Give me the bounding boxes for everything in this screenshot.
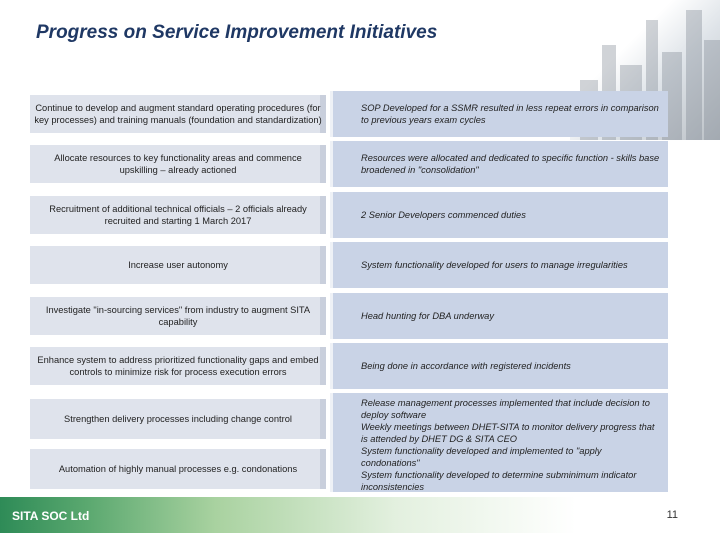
initiative-text: Automation of highly manual processes e.g. condonations — [58, 464, 298, 474]
progress-cell — [330, 141, 668, 187]
initiative-cell — [30, 399, 326, 439]
initiative-text: Recruitment of additional technical officials – 2 officials already recruited and starting 1 March 2017 — [49, 204, 307, 226]
initiative-text: Continue to develop and augment standard operating procedures (for key processes) and training manuals (foundation and standardization) — [34, 103, 322, 125]
initiative-text: Strengthen delivery processes including change control — [64, 414, 292, 424]
progress-cell — [330, 343, 668, 389]
initiative-cell — [30, 449, 326, 489]
initiative-cell — [30, 347, 326, 385]
progress-cell — [330, 192, 668, 238]
footer-bar — [0, 497, 720, 533]
progress-cell — [330, 293, 668, 339]
initiative-text: Investigate "in-sourcing services" from industry to augment SITA capability — [45, 305, 311, 327]
progress-cell — [330, 242, 668, 288]
page-number: 11 — [666, 509, 678, 521]
progress-text: Resources were allocated and dedicated to specific function - skills base broadened in "consolidation" — [361, 153, 660, 175]
progress-text: Being done in accordance with registered incidents — [361, 361, 571, 371]
initiative-cell — [30, 297, 326, 335]
initiative-cell — [30, 196, 326, 234]
combined-progress-cell — [330, 393, 668, 492]
page-title: Progress on Service Improvement Initiatives — [36, 22, 438, 43]
initiative-text: Allocate resources to key functionality areas and commence upskilling – already actioned — [54, 153, 302, 175]
company-name: SITA SOC Ltd — [12, 509, 90, 523]
progress-text: System functionality developed for users to manage irregularities — [361, 260, 628, 270]
initiative-cell — [30, 246, 326, 284]
progress-text: Head hunting for DBA underway — [361, 311, 494, 321]
initiative-cell — [30, 95, 326, 133]
initiative-cell — [30, 145, 326, 183]
progress-cell — [330, 91, 668, 137]
initiative-text: Enhance system to address prioritized functionality gaps and embed controls to minimize risk for process execution errors — [37, 355, 319, 377]
progress-text: Release management processes implemented that include decision to deploy software Weekly meetings between DHET-SITA to monitor delivery progress that is attended by DHET DG & SITA CEO System functionality developed and implemented to "apply condonations" System functionality developed to determine subminimum indicator inconsistencies — [361, 398, 655, 492]
progress-text: 2 Senior Developers commenced duties — [361, 210, 526, 220]
initiative-text: Increase user autonomy — [128, 260, 228, 270]
progress-text: SOP Developed for a SSMR resulted in less repeat errors in comparison to previous years exam cycles — [361, 103, 659, 125]
